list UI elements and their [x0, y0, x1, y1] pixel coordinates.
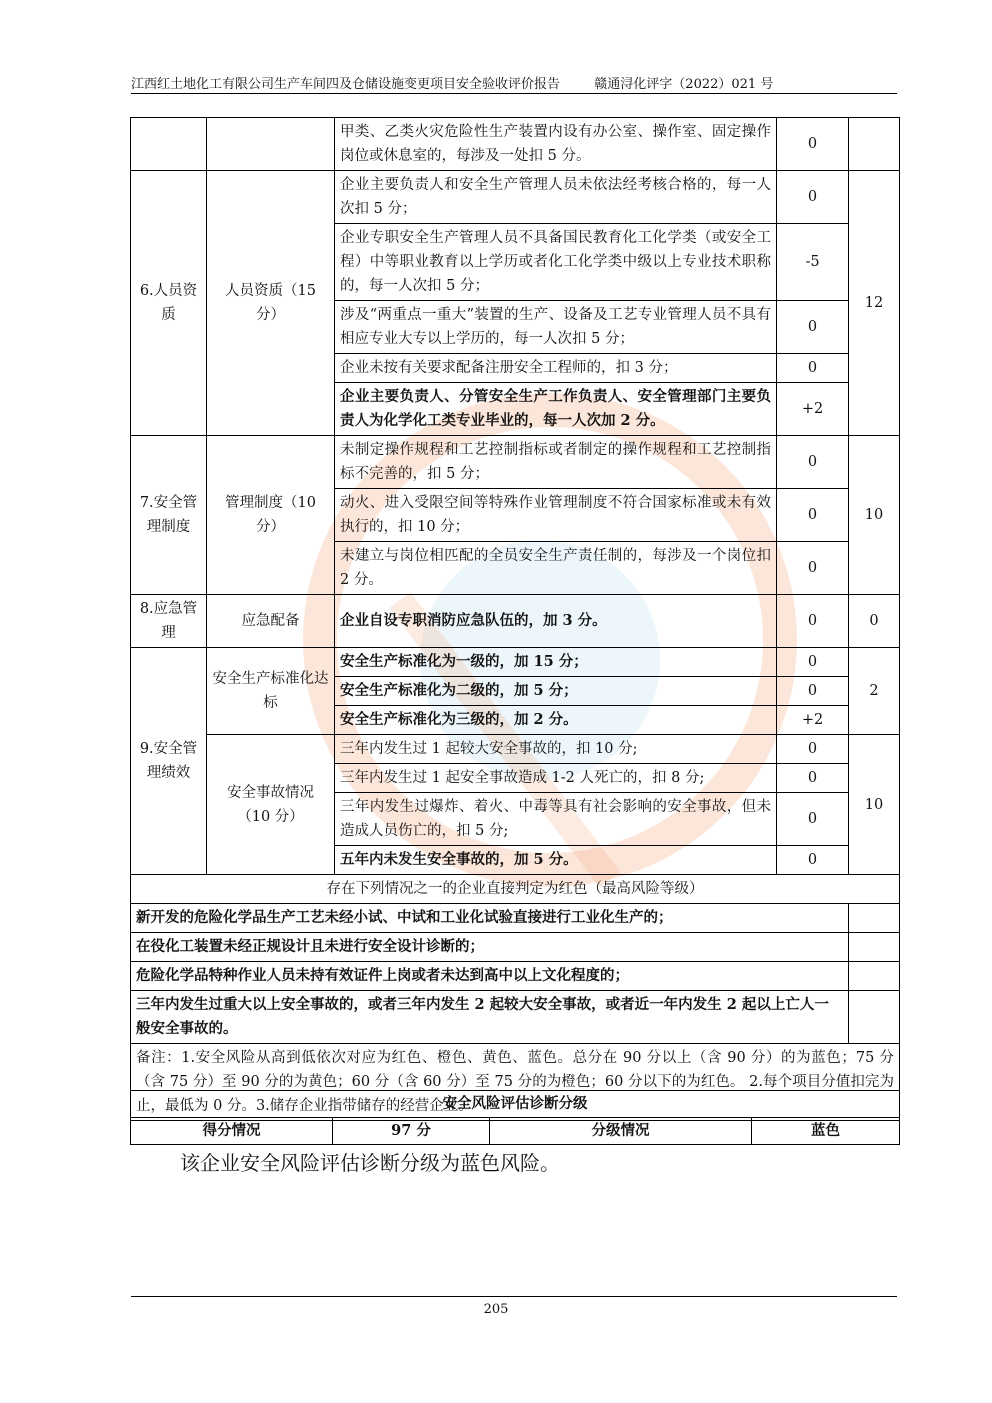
category-cell: 8.应急管理: [131, 595, 207, 648]
category-cell: 9.安全管理绩效: [131, 648, 207, 875]
subcategory-cell: 安全生产标准化达标: [207, 648, 335, 735]
score: 0: [777, 118, 849, 171]
score: 0: [777, 489, 849, 542]
criterion: 企业未按有关要求配备注册安全工程师的，扣 3 分；: [335, 354, 777, 383]
criterion: 三年内发生过 1 起安全事故造成 1-2 人死亡的，扣 8 分;: [335, 764, 777, 793]
criterion: 企业自设专职消防应急队伍的，加 3 分。: [335, 595, 777, 648]
subcategory-cell: 管理制度（10 分）: [207, 436, 335, 595]
category-cell: 7.安全管理制度: [131, 436, 207, 595]
page-number: 205: [483, 1302, 509, 1317]
criterion: 三年内发生过 1 起较大安全事故的，扣 10 分;: [335, 735, 777, 764]
total-score: 2: [849, 648, 900, 735]
score: 0: [777, 436, 849, 489]
red-condition: 危险化学品特种作业人员未持有效证件上岗或者未达到高中以上文化程度的；: [131, 962, 849, 991]
score: 0: [777, 793, 849, 846]
grade-table: [130, 1090, 900, 1145]
criterion: 五年内未发生安全事故的，加 5 分。: [335, 846, 777, 875]
table-row: [131, 933, 900, 962]
remarks: 备注：1.安全风险从高到低依次对应为红色、橙色、黄色、蓝色。总分在 90 分以上（含 90 分）的为蓝色；75 分（含 75 分）至 90 分的为黄色；60 分（含 60 分）至 75 分的为橙色；60 分以下的为红色。 2.每个项目分值扣完为止，最低为 0 分。3.储存企业指带储存的经营企业。: [131, 1044, 900, 1121]
score: 0: [777, 648, 849, 677]
criterion: 安全生产标准化为二级的，加 5 分；: [335, 677, 777, 706]
red-level-heading: 存在下列情况之一的企业直接判定为红色（最高风险等级）: [131, 875, 900, 904]
score: 0: [777, 764, 849, 793]
subcategory-cell: 应急配备: [207, 595, 335, 648]
table-row: [131, 962, 900, 991]
criterion: 未建立与岗位相匹配的全员安全生产责任制的，每涉及一个岗位扣 2 分。: [335, 542, 777, 595]
red-condition: 新开发的危险化学品生产工艺未经小试、中试和工业化试验直接进行工业化生产的；: [131, 904, 849, 933]
criterion: 甲类、乙类火灾危险性生产装置内设有办公室、操作室、固定操作岗位或休息室的，每涉及一处扣 5 分。: [335, 118, 777, 171]
score: +2: [777, 383, 849, 436]
page-header: [131, 76, 897, 94]
score: -5: [777, 224, 849, 301]
table-row: [131, 171, 900, 224]
score: 0: [777, 171, 849, 224]
table-row: [131, 436, 900, 489]
conclusion-text: 该企业安全风险评估诊断分级为蓝色风险。: [180, 1151, 560, 1175]
score: 0: [777, 542, 849, 595]
criterion: 安全生产标准化为一级的，加 15 分；: [335, 648, 777, 677]
table-row: [131, 595, 900, 648]
total-score: 12: [849, 171, 900, 436]
table-row: [131, 118, 900, 171]
table-row: [131, 1091, 900, 1118]
table-row: [131, 735, 900, 764]
criterion: 动火、进入受限空间等特殊作业管理制度不符合国家标准或未有效执行的，扣 10 分；: [335, 489, 777, 542]
subcategory-cell: 人员资质（15 分）: [207, 171, 335, 436]
score: 0: [777, 677, 849, 706]
score: 0: [777, 595, 849, 648]
level-value: 蓝色: [752, 1118, 900, 1145]
grade-title: 安全风险评估诊断分级: [131, 1091, 900, 1118]
footer-rule: [131, 1296, 897, 1297]
score: 0: [777, 354, 849, 383]
total-score: 10: [849, 735, 900, 875]
criterion: 三年内发生过爆炸、着火、中毒等具有社会影响的安全事故，但未造成人员伤亡的，扣 5 分;: [335, 793, 777, 846]
criterion: 企业专职安全生产管理人员不具备国民教育化工化学类（或安全工程）中等职业教育以上学历或者化工化学类中级以上专业技术职称的，每一人次扣 5 分；: [335, 224, 777, 301]
header-title: 江西红土地化工有限公司生产车间四及仓储设施变更项目安全验收评价报告: [131, 77, 561, 92]
subcategory-cell: 安全事故情况（10 分）: [207, 735, 335, 875]
table-row: [131, 1118, 900, 1145]
red-condition: 在役化工装置未经正规设计且未进行安全设计诊断的；: [131, 933, 849, 962]
score: 0: [777, 846, 849, 875]
category-cell: 6.人员资质: [131, 171, 207, 436]
table-row: [131, 904, 900, 933]
score: +2: [777, 706, 849, 735]
total-score: 10: [849, 436, 900, 595]
table-row: [131, 648, 900, 677]
red-condition: 三年内发生过重大以上安全事故的，或者三年内发生 2 起较大安全事故，或者近一年内发生 2 起以上亡人一般安全事故的。: [131, 991, 849, 1044]
level-label: 分级情况: [490, 1118, 752, 1145]
criterion: 涉及“两重点一重大”装置的生产、设备及工艺专业管理人员不具有相应专业大专以上学历的，每一人次扣 5 分；: [335, 301, 777, 354]
score: 0: [777, 301, 849, 354]
header-rule: [131, 93, 897, 94]
criterion: 安全生产标准化为三级的，加 2 分。: [335, 706, 777, 735]
total-score: 0: [849, 595, 900, 648]
score: 0: [777, 735, 849, 764]
criterion: 企业主要负责人和安全生产管理人员未依法经考核合格的，每一人次扣 5 分；: [335, 171, 777, 224]
score-label: 得分情况: [131, 1118, 333, 1145]
evaluation-table: [130, 117, 900, 1121]
table-row: [131, 991, 900, 1044]
score-value: 97 分: [333, 1118, 490, 1145]
criterion: 企业主要负责人、分管安全生产工作负责人、安全管理部门主要负责人为化学化工类专业毕业的，每一人次加 2 分。: [335, 383, 777, 436]
table-row: [131, 875, 900, 904]
header-doc-number: 赣通浔化评字（2022）021 号: [594, 77, 774, 92]
criterion: 未制定操作规程和工艺控制指标或者制定的操作规程和工艺控制指标不完善的，扣 5 分；: [335, 436, 777, 489]
